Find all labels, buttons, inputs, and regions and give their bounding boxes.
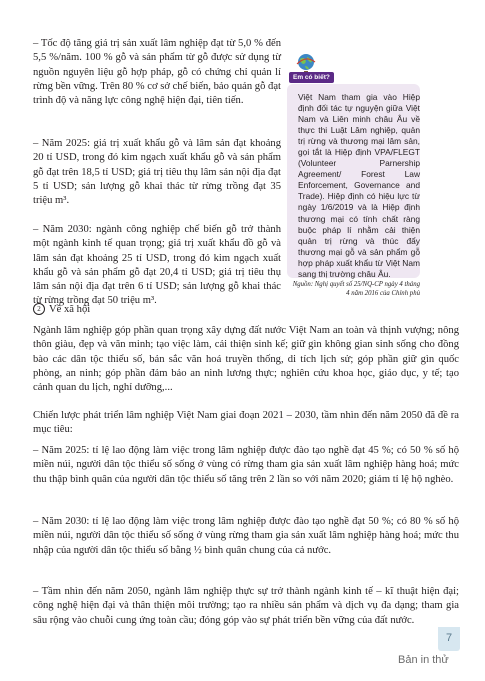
paragraph-strategy-intro: Chiến lược phát triển lâm nghiệp Việt Nam giai đoạn 2021 – 2030, tầm nhìn đến năm 2050 đã đề ra mục tiêu: (33, 410, 459, 436)
section-heading (33, 303, 90, 317)
paragraph-growth-rate: – Tốc độ tăng giá trị sản xuất lâm nghiệp đạt từ 5,0 % đến 5,5 %/năm. 100 % gỗ và sản phẩm từ gỗ được sử dụng từ nguồn nguyên liệu gỗ hợp pháp, gỗ có chứng chỉ quản lí rừng bền vững. Trên 80 % cơ sở chế biến, bảo quản gỗ đạt trình độ và năng lực công nghệ hiện đại, tiên tiến. (33, 38, 281, 107)
page-number: 7 (445, 632, 453, 644)
paragraph-target-2025-export: – Năm 2025: giá trị xuất khẩu gỗ và lâm sản đạt khoảng 20 tỉ USD, trong đó kim ngạch xuất khẩu gỗ và sản phẩm gỗ đạt trên 18,5 tỉ USD; giá trị tiêu thụ lâm sản nội địa đạt 5 tỉ USD; sản lượng gỗ khai thác từ rừng trồng đạt 35 triệu m³. (33, 138, 281, 207)
did-you-know-badge: Em có biết? (289, 72, 334, 83)
paragraph-vision-2050: – Tầm nhìn đến năm 2050, ngành lâm nghiệp thực sự trở thành ngành kinh tế – kĩ thuật hiện đại; công nghệ hiện đại và thân thiện môi trường; tạo ra nhiều sản phẩm và dịch vụ đa dạng; tham gia sâu rộng vào chuỗi cung ứng toàn cầu; đóng góp vào sự phát triển bền vững của đất nước. (33, 586, 459, 626)
section-title: Về xã hội (49, 304, 91, 315)
draft-watermark: Bản in thử (398, 654, 449, 666)
section-number: 2 (33, 303, 45, 315)
paragraph-social-role: Ngành lâm nghiệp góp phần quan trọng xây dựng đất nước Việt Nam an toàn và thịnh vượng; nông thôn giàu, đẹp và văn minh; tạo việc làm, cải thiện sinh kế; giữ gìn không gian sinh sống cho đồng bào các dân tộc thiểu số, bản sắc văn hoá truyền thống, di tích lịch sử; góp phần giữ gìn quốc phòng, an ninh; góp phần đảm bảo an ninh lương thực; nghiên cứu khoa học, giáo dục, y tế; tạo cảnh quan du lịch, nghỉ dưỡng,... (33, 325, 459, 394)
did-you-know-text: Việt Nam tham gia vào Hiệp định đối tác tự nguyện giữa Việt Nam và Liên minh châu Âu về thực thi Luật Lâm nghiệp, quản trị rừng và thương mại lâm sản, gọi tắt là Hiệp định VPA/FLEGT (Volunteer Parnership Agreement/ Forest Law Enforcement, Governance and Trade). Hiệp định có hiệu lực từ ngày 1/6/2019 và là Hiệp định thương mại có tính chất ràng buộc pháp lí nhằm cải thiện quản trị rừng và thúc đẩy thương mại gỗ và sản phẩm gỗ hợp pháp xuất khẩu từ Việt Nam sang thị trường châu Âu. (298, 92, 420, 279)
paragraph-social-target-2030: – Năm 2030: tỉ lệ lao động làm việc trong lâm nghiệp được đào tạo nghề đạt 50 %; có 80 % số hộ miền núi, người dân tộc thiểu số sống ở vùng rừng tham gia sản xuất lâm nghiệp hàng hoá; mức thu nhập của người dân tộc thiểu số bằng ½ bình quân chung của cả nước. (33, 516, 459, 556)
paragraph-target-2030-export: – Năm 2030: ngành công nghiệp chế biến gỗ trở thành một ngành kinh tế quan trọng; giá trị xuất khẩu đồ gỗ và lâm sản đạt khoảng 25 tỉ USD, trong đó kim ngạch xuất khẩu gỗ và sản phẩm gỗ đạt 20,4 tỉ USD; giá trị tiêu thụ lâm sản nội địa đạt trên 6 tỉ USD; sản lượng gỗ khai thác từ rừng trồng đạt 50 triệu m³. (33, 224, 281, 307)
paragraph-social-target-2025: – Năm 2025: tỉ lệ lao động làm việc trong lâm nghiệp được đào tạo nghề đạt 45 %; có 50 % số hộ miền núi, người dân tộc thiểu số sống ở vùng có rừng tham gia sản xuất lâm nghiệp hàng hoá; mức thu thập bình quân của người dân tộc thiểu số tăng trên 2 lần so với năm 2020; giảm tỉ lệ hộ nghèo. (33, 445, 459, 485)
did-you-know-source: Nguồn: Nghị quyết số 25/NQ-CP ngày 4 tháng 4 năm 2016 của Chính phủ (292, 281, 420, 297)
